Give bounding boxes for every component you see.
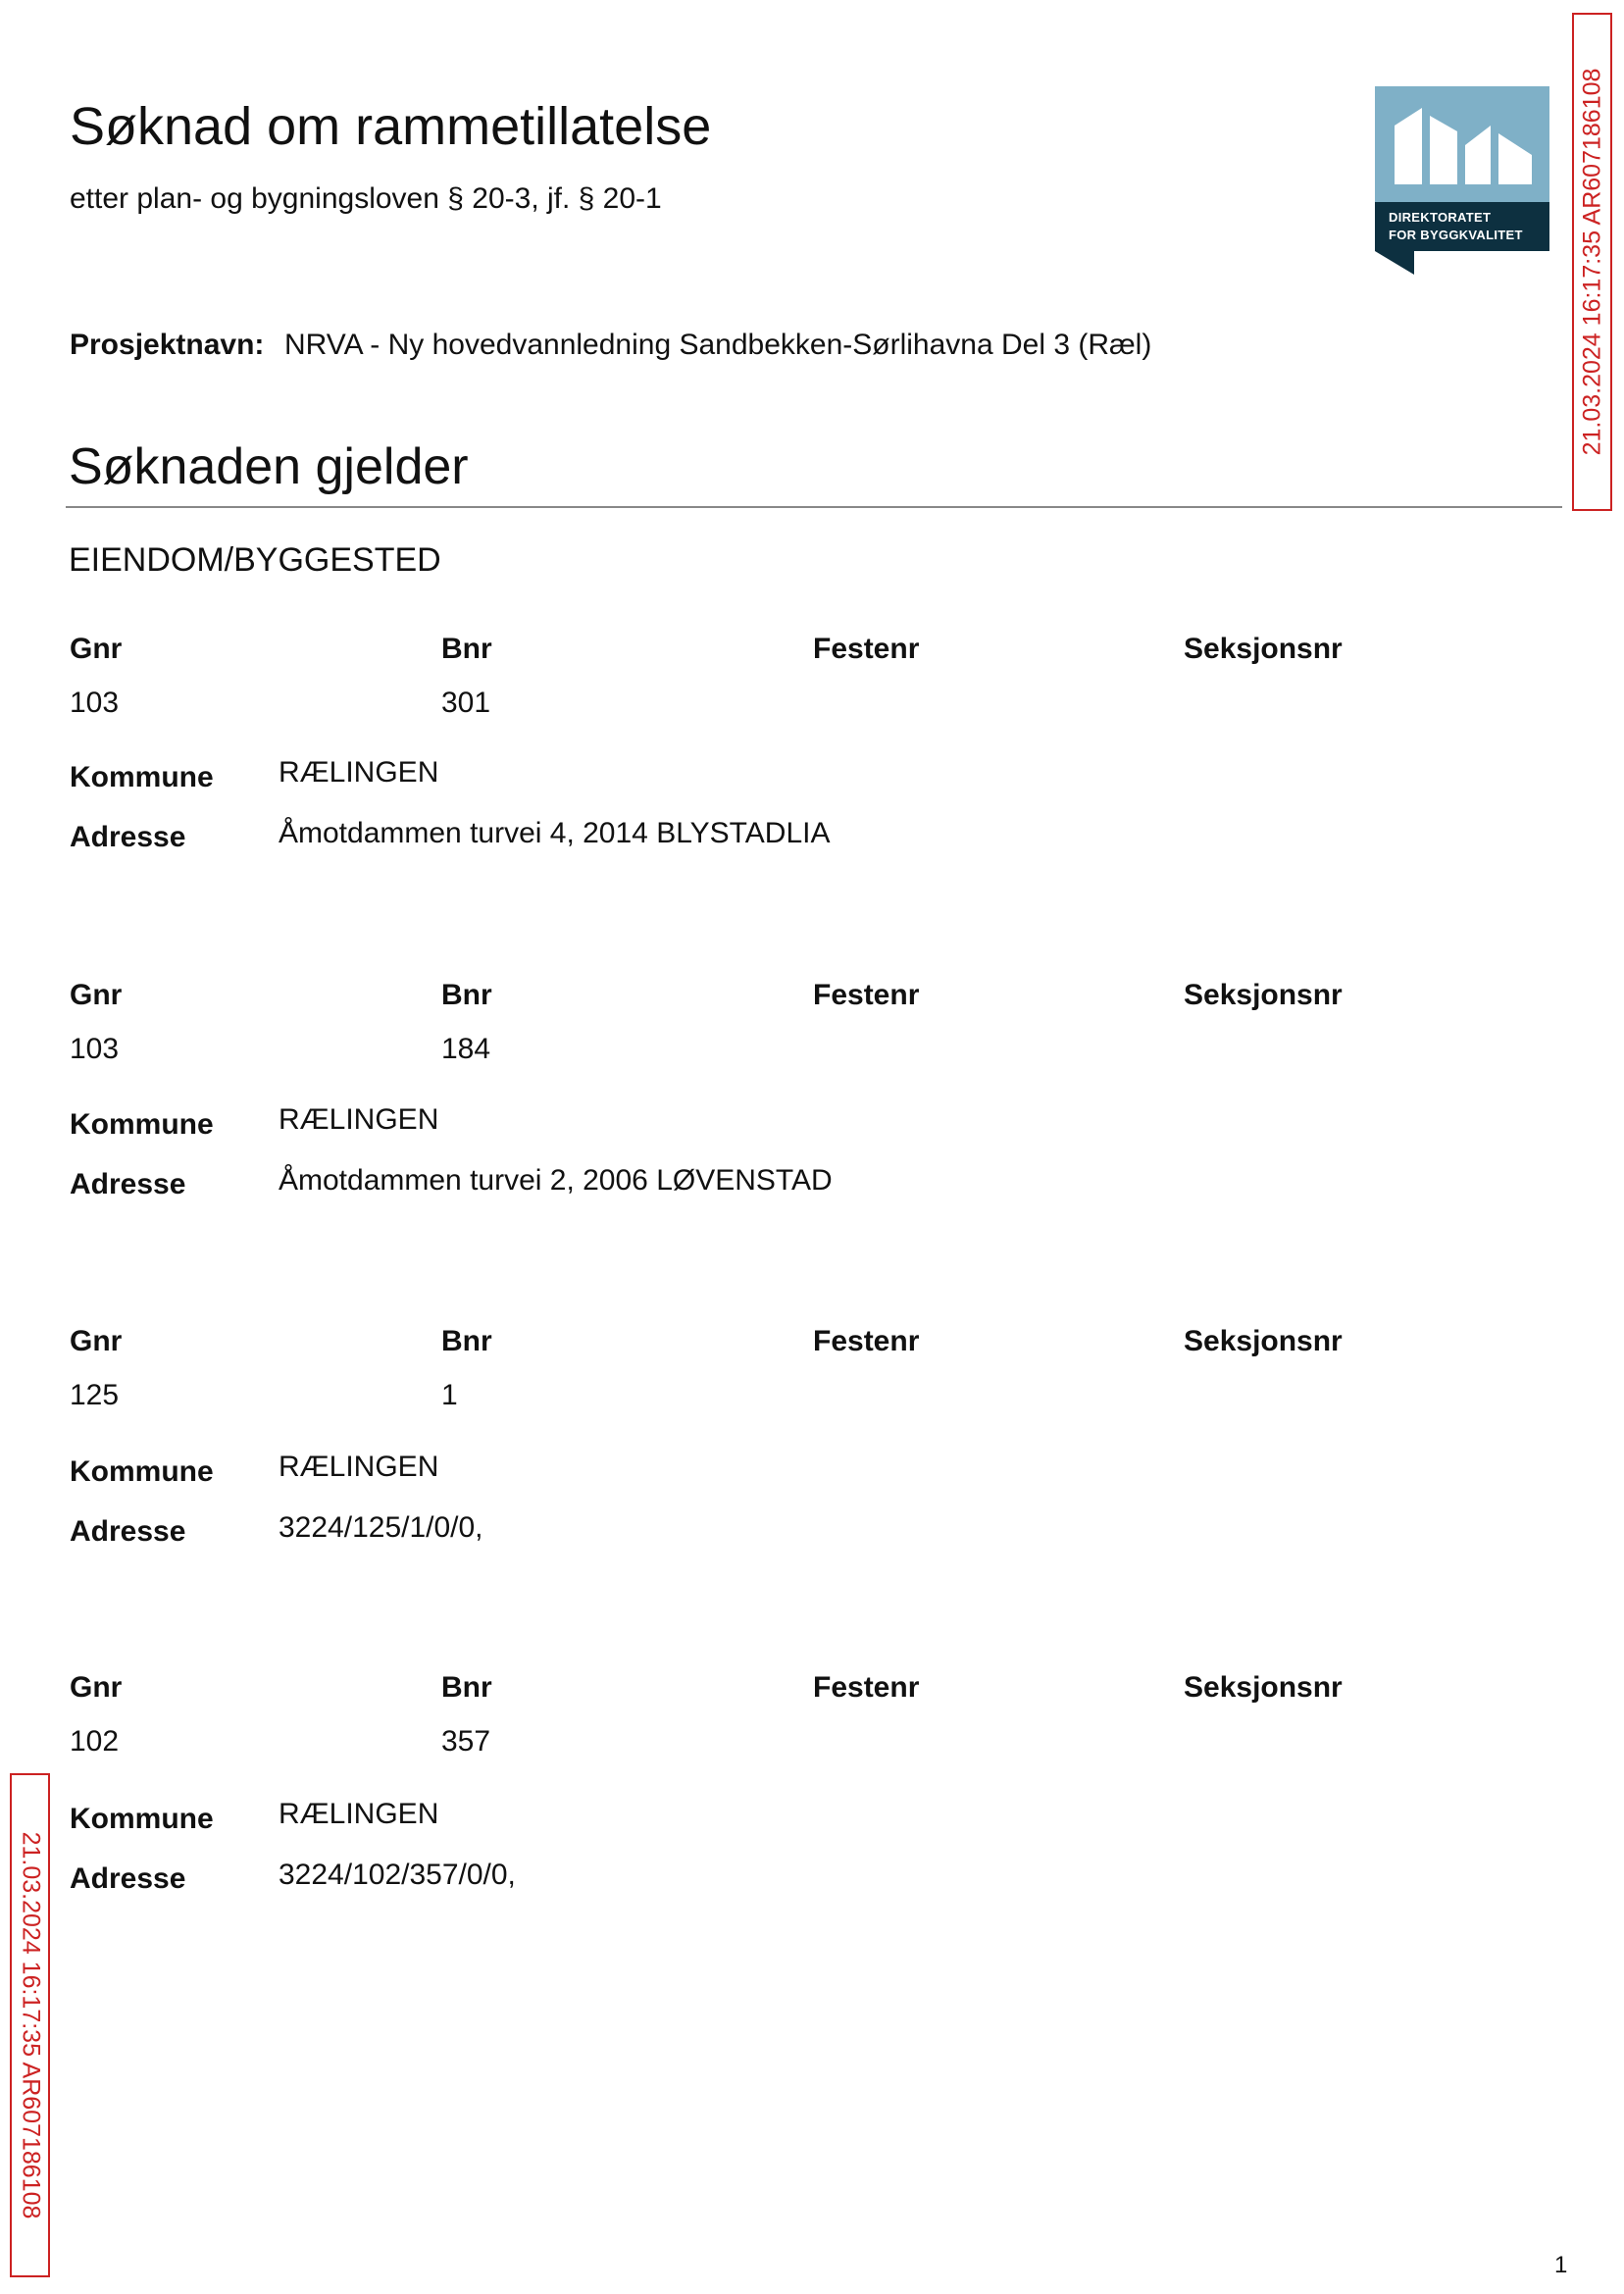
timestamp-stamp-left xyxy=(10,1773,50,2277)
timestamp-stamp-text: 21.03.2024 16:17:35 AR607186108 xyxy=(1578,68,1605,456)
gnr-header: Gnr xyxy=(70,633,123,665)
logo-text-line1: DIREKTORATET xyxy=(1389,210,1492,225)
kommune-value: RÆLINGEN xyxy=(279,756,439,789)
timestamp-stamp-right xyxy=(1572,13,1612,511)
kommune-label: Kommune xyxy=(70,1803,214,1835)
gnr-value: 103 xyxy=(70,1033,120,1065)
seksjonsnr-header: Seksjonsnr xyxy=(1184,979,1343,1011)
bnr-value: 357 xyxy=(441,1725,491,1758)
logo-text-line2: FOR BYGGKVALITET xyxy=(1389,228,1523,242)
project-name-value: NRVA - Ny hovedvannledning Sandbekken-Sørlihavna Del 3 (Ræl) xyxy=(284,329,1152,361)
gnr-header: Gnr xyxy=(70,979,123,1011)
gnr-header: Gnr xyxy=(70,1671,123,1704)
adresse-value: Åmotdammen turvei 2, 2006 LØVENSTAD xyxy=(279,1164,833,1197)
document-title: Søknad om rammetillatelse xyxy=(70,97,712,156)
property-block xyxy=(0,633,1624,927)
bnr-header: Bnr xyxy=(441,979,492,1011)
adresse-label: Adresse xyxy=(70,1168,186,1200)
gnr-value: 102 xyxy=(70,1725,120,1758)
seksjonsnr-header: Seksjonsnr xyxy=(1184,1325,1343,1357)
bnr-value: 184 xyxy=(441,1033,491,1065)
bnr-header: Bnr xyxy=(441,1325,492,1357)
festenr-header: Festenr xyxy=(813,1671,920,1704)
seksjonsnr-header: Seksjonsnr xyxy=(1184,1671,1343,1704)
timestamp-stamp-text: 21.03.2024 16:17:35 AR607186108 xyxy=(17,1831,44,2219)
adresse-label: Adresse xyxy=(70,1515,186,1548)
section-heading: Søknaden gjelder xyxy=(69,438,469,495)
kommune-label: Kommune xyxy=(70,761,214,793)
document-subtitle: etter plan- og bygningsloven § 20-3, jf. § 20-1 xyxy=(70,182,662,215)
project-name-label: Prosjektnavn: xyxy=(70,329,265,361)
kommune-label: Kommune xyxy=(70,1455,214,1488)
gnr-header: Gnr xyxy=(70,1325,123,1357)
bnr-header: Bnr xyxy=(441,1671,492,1704)
dibk-logo-graphic xyxy=(1375,86,1549,275)
adresse-value: Åmotdammen turvei 4, 2014 BLYSTADLIA xyxy=(279,817,831,849)
kommune-label: Kommune xyxy=(70,1108,214,1141)
bnr-value: 301 xyxy=(441,687,491,719)
festenr-header: Festenr xyxy=(813,633,920,665)
adresse-value: 3224/102/357/0/0, xyxy=(279,1859,516,1891)
subsection-heading: EIENDOM/BYGGESTED xyxy=(69,541,441,579)
kommune-value: RÆLINGEN xyxy=(279,1798,439,1830)
gnr-value: 103 xyxy=(70,687,120,719)
property-block xyxy=(0,979,1624,1273)
section-divider xyxy=(66,506,1562,508)
adresse-label: Adresse xyxy=(70,821,186,853)
kommune-value: RÆLINGEN xyxy=(279,1451,439,1483)
dibk-logo xyxy=(1375,86,1549,275)
kommune-value: RÆLINGEN xyxy=(279,1103,439,1136)
bnr-header: Bnr xyxy=(441,633,492,665)
bnr-value: 1 xyxy=(441,1379,458,1411)
gnr-value: 125 xyxy=(70,1379,120,1411)
adresse-value: 3224/125/1/0/0, xyxy=(279,1511,483,1544)
property-block xyxy=(0,1671,1624,1965)
adresse-label: Adresse xyxy=(70,1862,186,1895)
seksjonsnr-header: Seksjonsnr xyxy=(1184,633,1343,665)
page-number: 1 xyxy=(1554,2252,1568,2278)
property-block xyxy=(0,1325,1624,1619)
festenr-header: Festenr xyxy=(813,979,920,1011)
festenr-header: Festenr xyxy=(813,1325,920,1357)
